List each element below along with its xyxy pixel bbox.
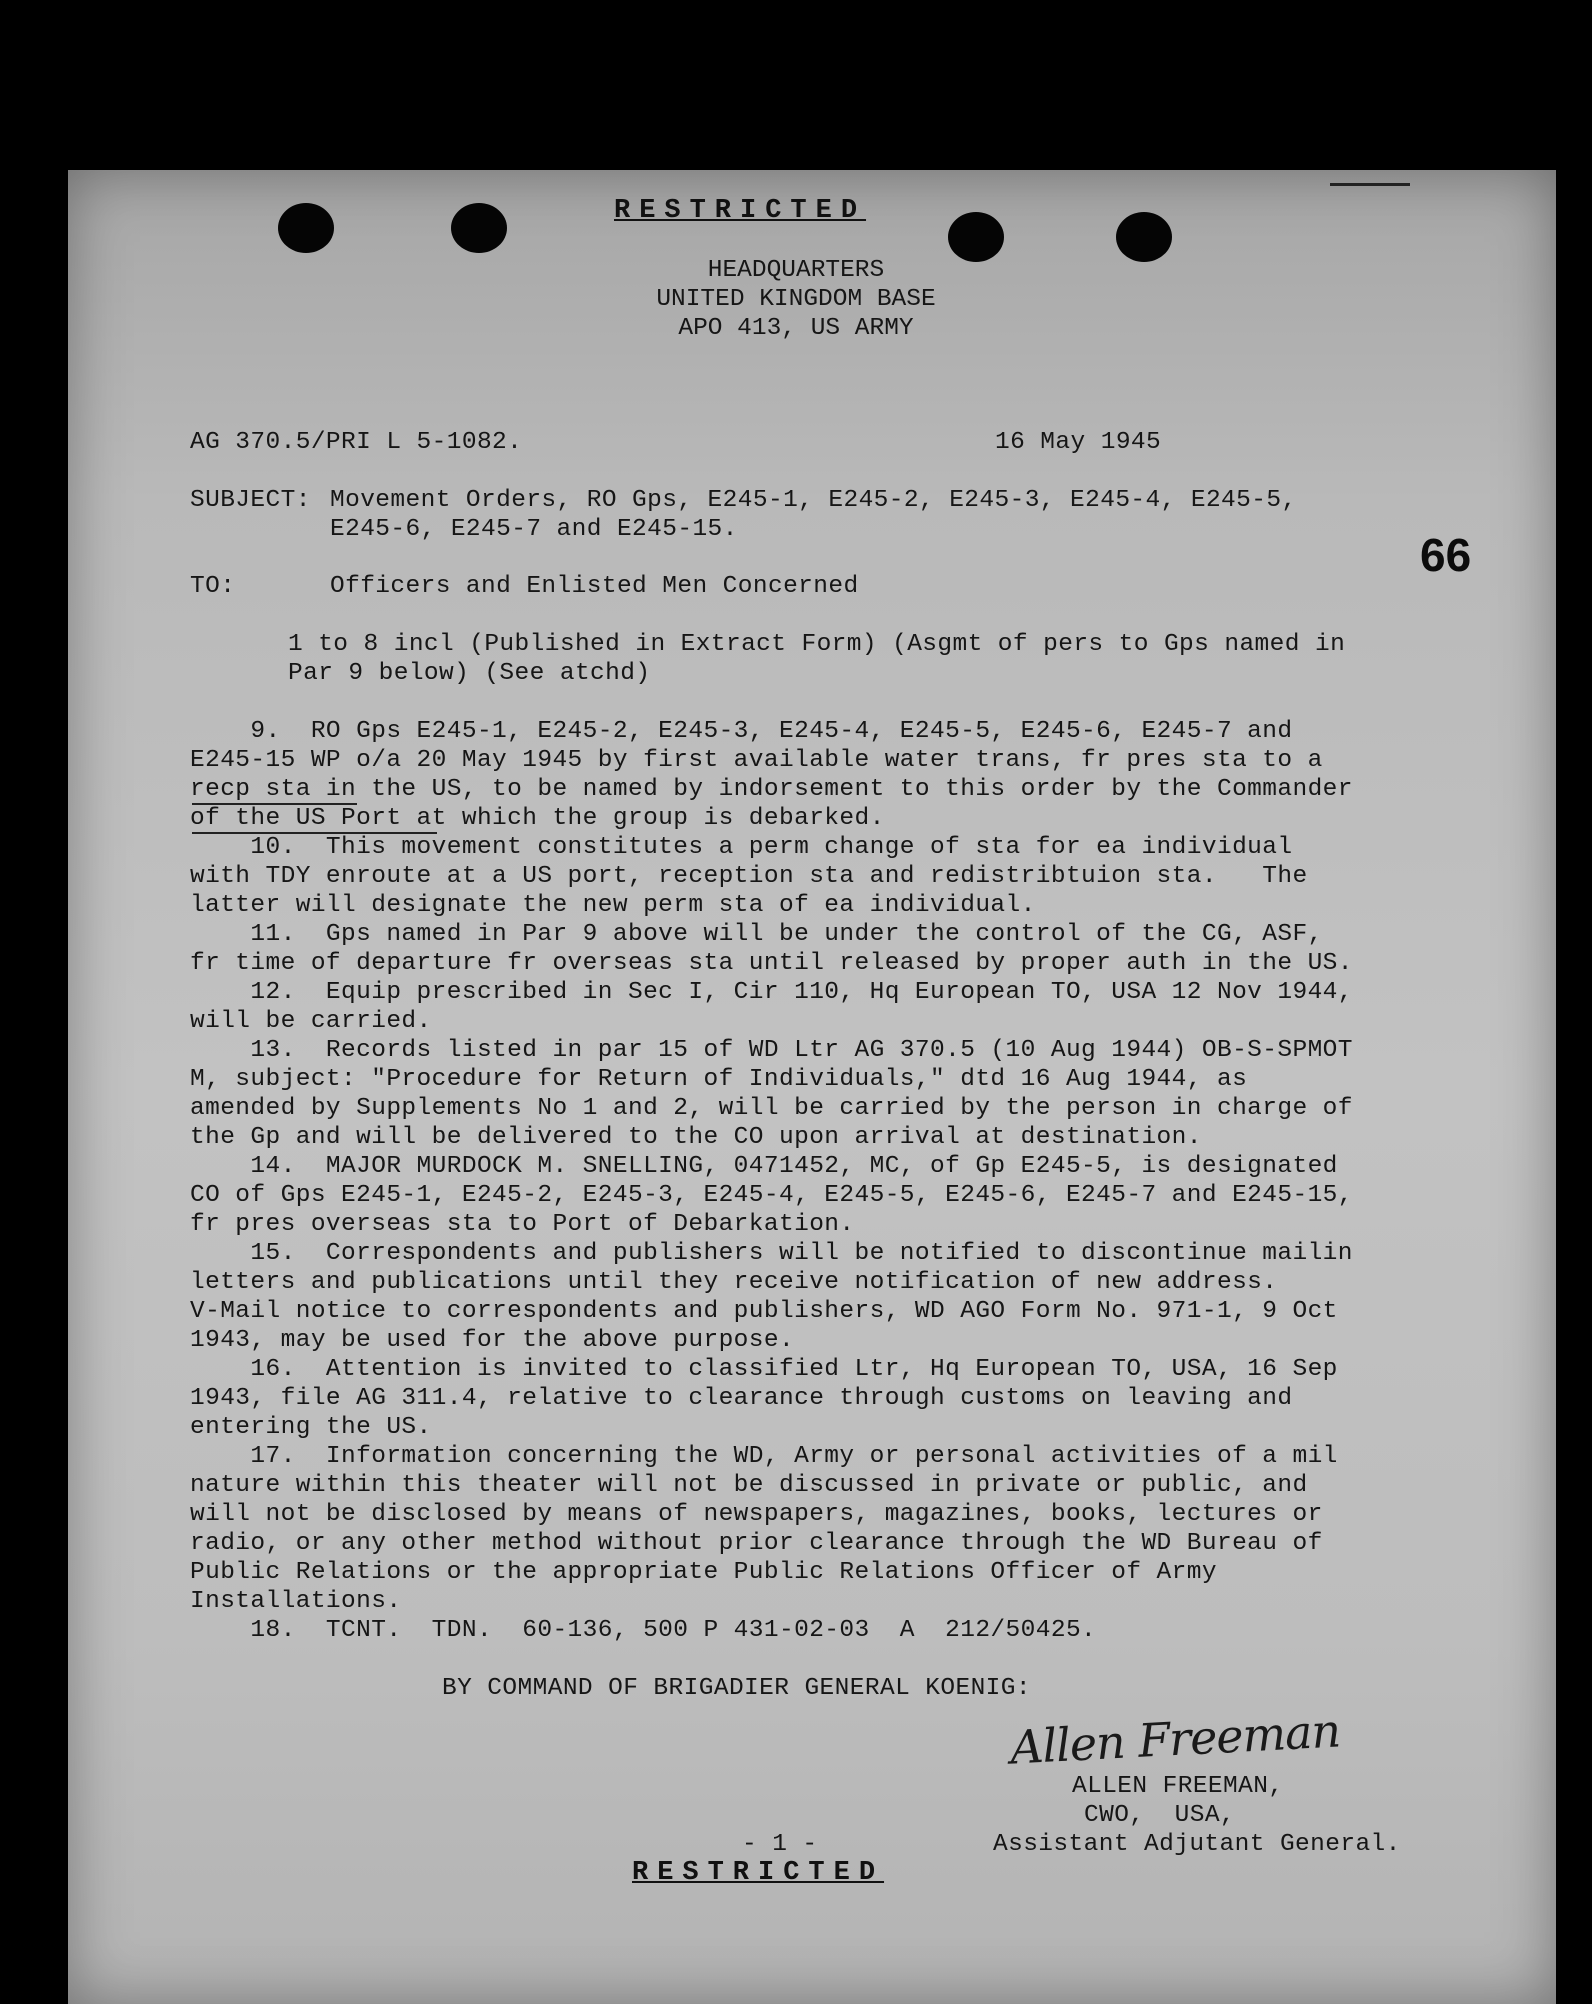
body-line: Public Relations or the appropriate Public Relations Officer of Army (190, 1559, 1217, 1586)
document-date: 16 May 1945 (995, 429, 1162, 456)
punch-hole (451, 203, 507, 253)
body-line: 10. This movement constitutes a perm change of sta for ea individual (190, 834, 1293, 861)
signer-title: Assistant Adjutant General. (993, 1831, 1401, 1858)
headquarters-heading: HEADQUARTERS (707, 257, 885, 284)
body-line: 14. MAJOR MURDOCK M. SNELLING, 0471452, MC, of Gp E245-5, is designated (190, 1153, 1338, 1180)
body-line: of the US Port at which the group is debarked. (190, 805, 885, 832)
body-line: letters and publications until they receive notification of new address. (190, 1269, 1278, 1296)
classification-top: RESTRICTED (614, 196, 867, 226)
body-line: amended by Supplements No 1 and 2, will be carried by the person in charge of (190, 1095, 1353, 1122)
body-line: with TDY enroute at a US port, reception sta and redistribtuion sta. The (190, 863, 1308, 890)
file-reference: AG 370.5/PRI L 5-1082. (190, 429, 523, 456)
body-line: the Gp and will be delivered to the CO upon arrival at destination. (190, 1124, 1202, 1151)
body-line: 15. Correspondents and publishers will be notified to discontinue mailin (190, 1240, 1353, 1267)
body-line: will not be disclosed by means of newspapers, magazines, books, lectures or (190, 1501, 1323, 1528)
body-line: V-Mail notice to correspondents and publishers, WD AGO Form No. 971-1, 9 Oct (190, 1298, 1338, 1325)
punch-hole (1116, 212, 1172, 262)
body-line: fr time of departure fr overseas sta until released by proper auth in the US. (190, 950, 1353, 977)
to-recipients: Officers and Enlisted Men Concerned (330, 573, 859, 600)
classification-bottom: RESTRICTED (632, 1858, 885, 1888)
signer-name: ALLEN FREEMAN, (1072, 1773, 1284, 1800)
punch-hole (278, 203, 334, 253)
body-line: 9. RO Gps E245-1, E245-2, E245-3, E245-4, E245-5, E245-6, E245-7 and (190, 718, 1293, 745)
punch-hole (948, 212, 1004, 262)
body-line: 1943, file AG 311.4, relative to clearance through customs on leaving and (190, 1385, 1293, 1412)
body-line: 11. Gps named in Par 9 above will be under the control of the CG, ASF, (190, 921, 1323, 948)
body-line: 13. Records listed in par 15 of WD Ltr AG 370.5 (10 Aug 1944) OB-S-SPMOT (190, 1037, 1353, 1064)
body-line: recp sta in the US, to be named by indorsement to this order by the Commander (190, 776, 1353, 803)
body-line: 18. TCNT. TDN. 60-136, 500 P 431-02-03 A 212/50425. (190, 1617, 1097, 1644)
body-line: radio, or any other method without prior clearance through the WD Bureau of (190, 1530, 1323, 1557)
apo-heading: APO 413, US ARMY (678, 315, 914, 342)
subject-label: SUBJECT: (190, 487, 311, 514)
page-number: - 1 - (742, 1831, 818, 1858)
body-line: nature within this theater will not be discussed in private or public, and (190, 1472, 1308, 1499)
to-label: TO: (190, 573, 236, 600)
body-line: 16. Attention is invited to classified Ltr, Hq European TO, USA, 16 Sep (190, 1356, 1338, 1383)
body-line: 12. Equip prescribed in Sec I, Cir 110, Hq European TO, USA 12 Nov 1944, (190, 979, 1353, 1006)
body-line: entering the US. (190, 1414, 432, 1441)
edge-mark (1330, 183, 1410, 186)
handwritten-underline (192, 803, 357, 805)
body-line: 1943, may be used for the above purpose. (190, 1327, 795, 1354)
body-line: Installations. (190, 1588, 402, 1615)
body-line: E245-15 WP o/a 20 May 1945 by first available water trans, fr pres sta to a (190, 747, 1323, 774)
body-line: fr pres overseas sta to Port of Debarkation. (190, 1211, 855, 1238)
page-stamp: 66 (1420, 529, 1472, 581)
body-line: CO of Gps E245-1, E245-2, E245-3, E245-4, E245-5, E245-6, E245-7 and E245-15, (190, 1182, 1353, 1209)
handwritten-underline (192, 832, 437, 834)
intro-line-2: Par 9 below) (See atchd) (288, 660, 651, 687)
by-command-line: BY COMMAND OF BRIGADIER GENERAL KOENIG: (442, 1675, 1031, 1702)
signer-rank: CWO, USA, (1084, 1802, 1236, 1829)
body-line: M, subject: "Procedure for Return of Individuals," dtd 16 Aug 1944, as (190, 1066, 1248, 1093)
subject-line-2: E245-6, E245-7 and E245-15. (330, 516, 738, 543)
intro-line-1: 1 to 8 incl (Published in Extract Form) (Asgmt of pers to Gps named in (288, 631, 1346, 658)
signature: Allen Freeman (1008, 1703, 1342, 1775)
body-line: 17. Information concerning the WD, Army or personal activities of a mil (190, 1443, 1338, 1470)
body-line: will be carried. (190, 1008, 432, 1035)
body-line: latter will designate the new perm sta of ea individual. (190, 892, 1036, 919)
command-heading: UNITED KINGDOM BASE (656, 286, 936, 313)
subject-line-1: Movement Orders, RO Gps, E245-1, E245-2, E245-3, E245-4, E245-5, (330, 487, 1297, 514)
